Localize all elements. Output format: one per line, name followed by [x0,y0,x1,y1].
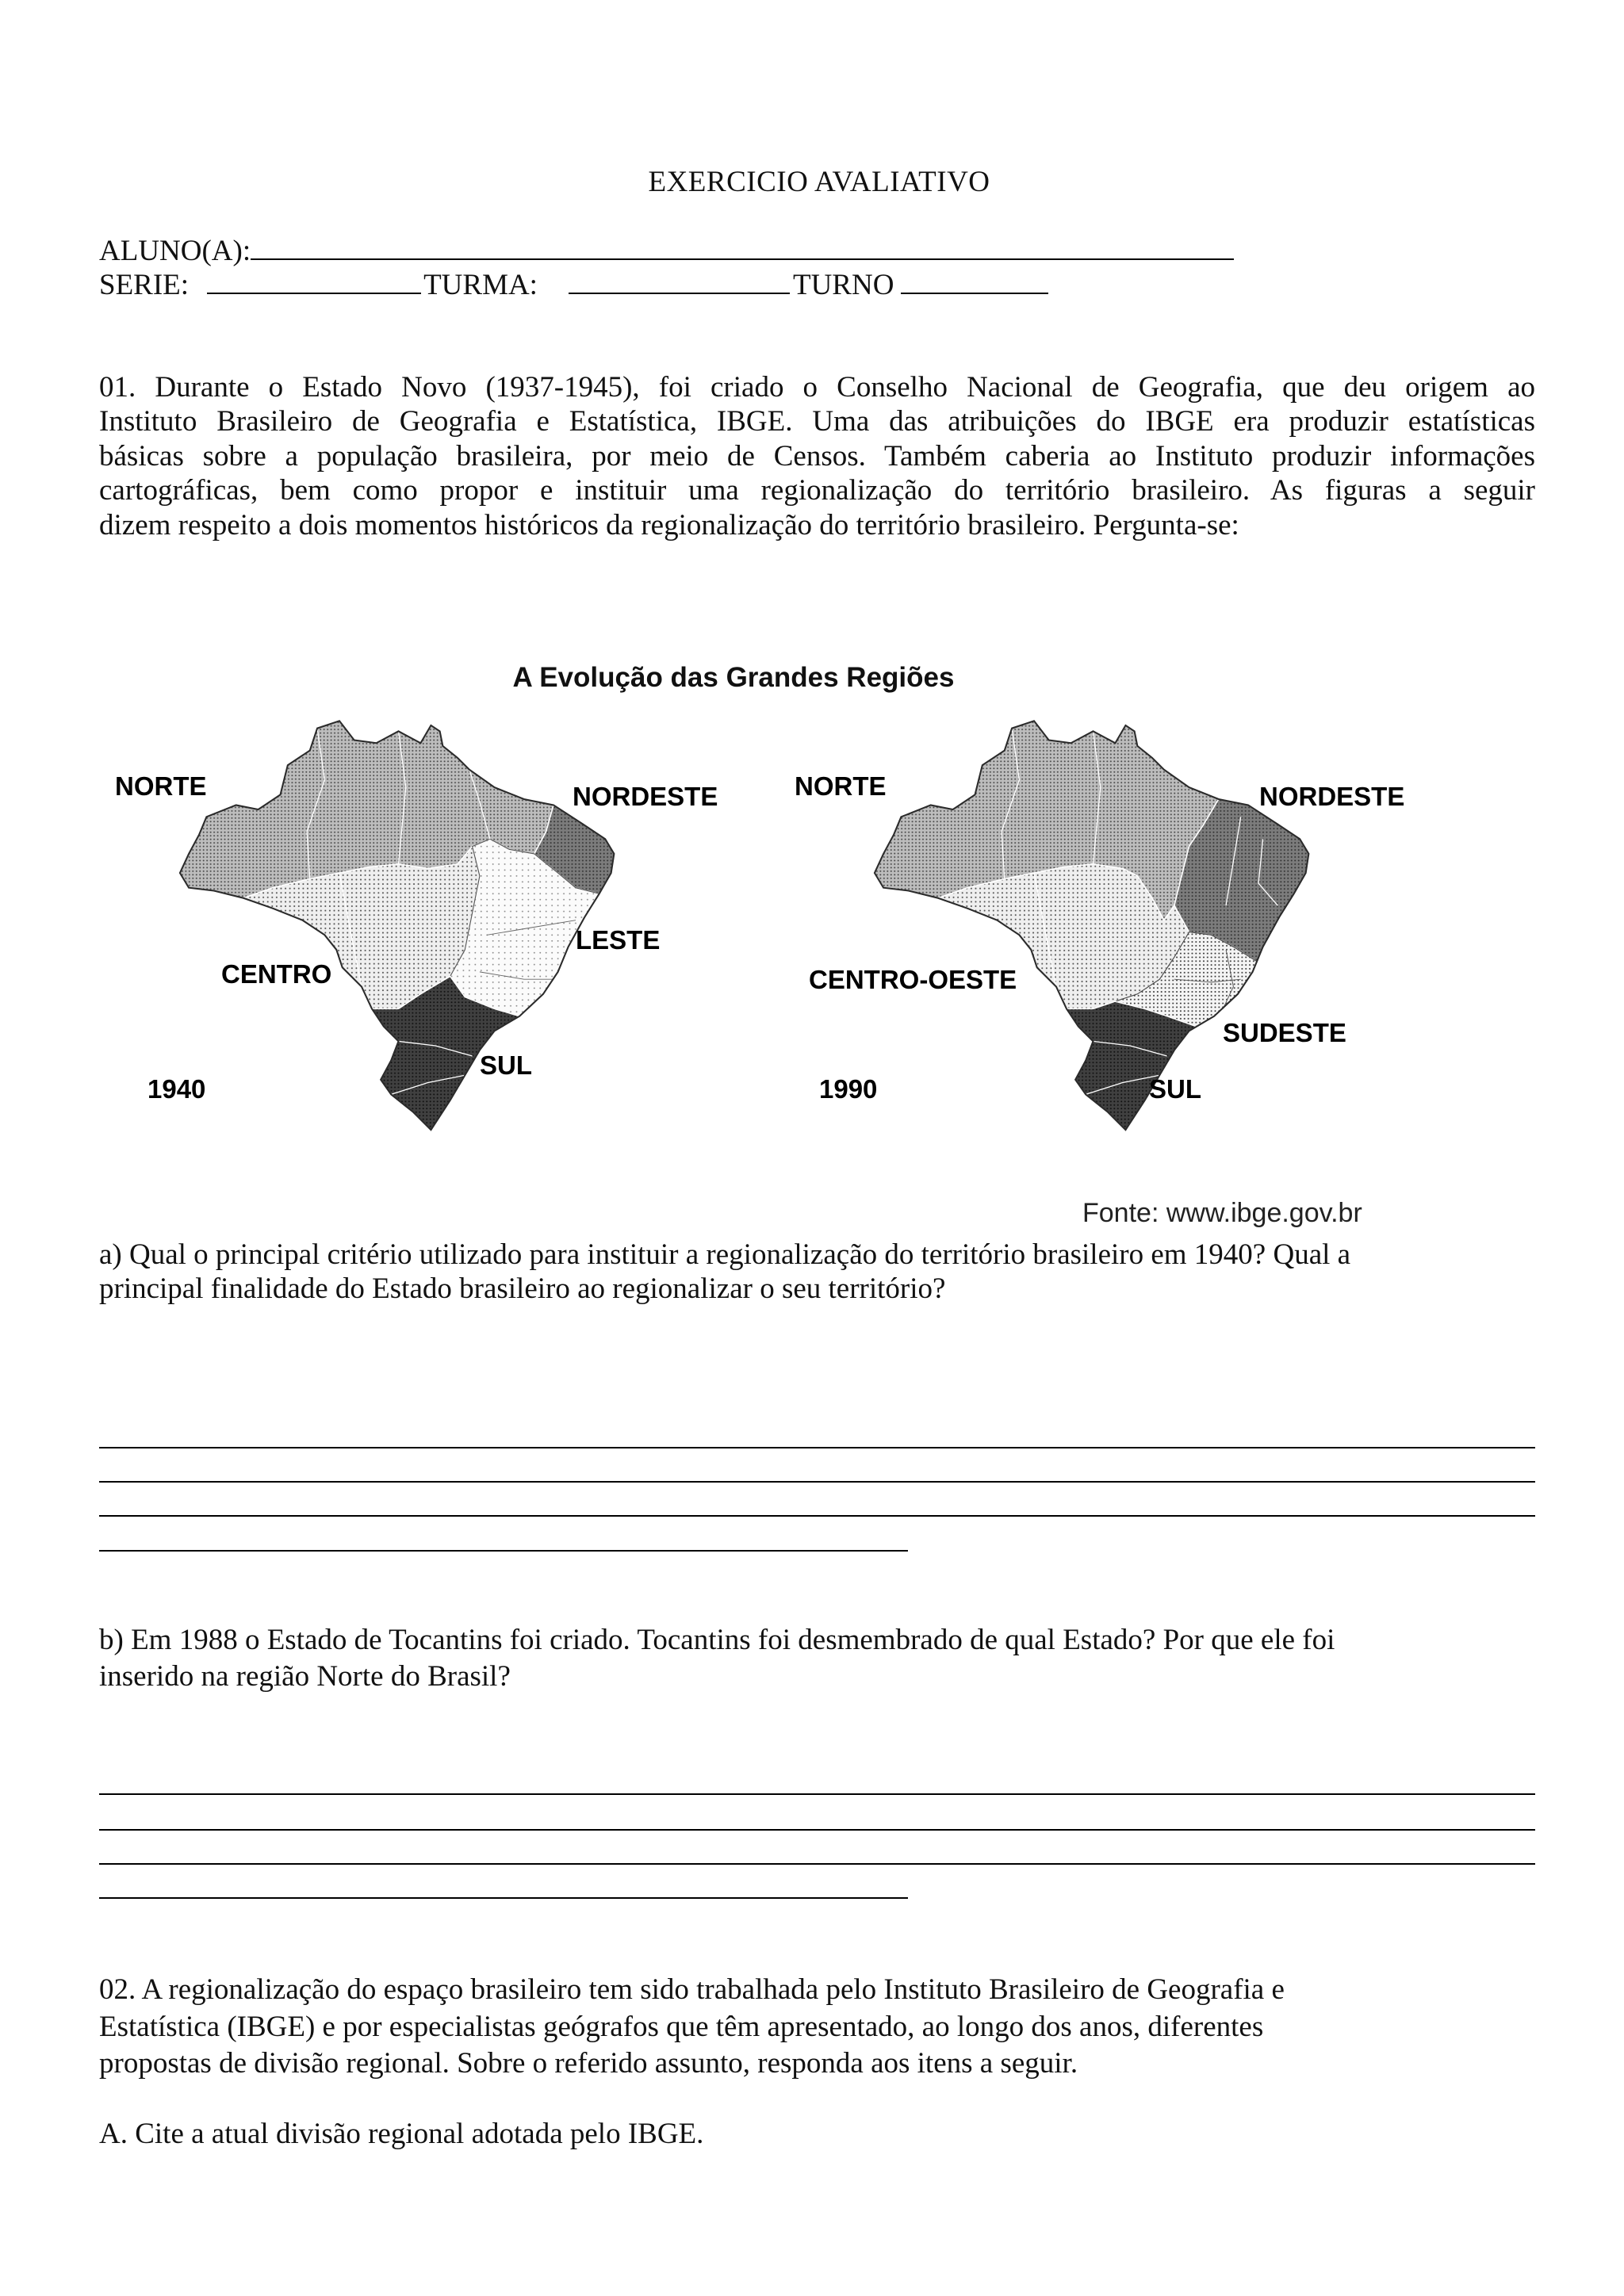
map-1940-label-norte: NORTE [115,771,207,801]
answer-line [99,1447,1535,1448]
figure-source: Fonte: www.ibge.gov.br [1082,1198,1362,1228]
question-b-line: inserido na região Norte do Brasil? [99,1660,511,1693]
question-a-line: principal finalidade do Estado brasileiro ao regionalizar o seu território? [99,1272,946,1305]
map-1940-label-leste: LESTE [576,925,661,955]
map-1990-year: 1990 [819,1074,878,1104]
map-1990 [871,714,1315,1142]
question-01-line: básicas sobre a população brasileira, por meio de Censos. Também caberia ao Instituto produzir informações [99,439,1535,473]
question-a-text [99,1238,1535,1306]
question-02-line: propostas de divisão regional. Sobre o referido assunto, responda aos itens a seguir. [99,2047,1078,2080]
map-1990-label-sudeste: SUDESTE [1223,1018,1346,1047]
turno-label: TURNO [792,269,894,301]
question-01-text [99,370,1535,542]
answer-line [99,1515,1535,1517]
question-b-line: b) Em 1988 o Estado de Tocantins foi criado. Tocantins foi desmembrado de qual Estado? Por que ele foi [99,1624,1335,1656]
question-01-line: dizem respeito a dois momentos históricos da regionalização do território brasileiro. Pergunta-se: [99,508,1239,541]
question-02-line: 02. A regionalização do espaço brasileiro tem sido trabalhada pelo Instituto Brasileiro de Geografia e [99,1973,1285,2006]
answer-line [99,1793,1535,1795]
map-1990-sul-region [1067,1001,1197,1130]
map-1990-label-norte: NORTE [795,771,887,801]
question-a-line: a) Qual o principal critério utilizado para instituir a regionalização do território brasileiro em 1940? Qual a [99,1238,1351,1271]
question-01-line: cartográficas, bem como propor e instituir uma regionalização do território brasileiro. As figuras a seguir [99,474,1535,507]
question-01-line: Instituto Brasileiro de Geografia e Estatística, IBGE. Uma das atribuições do IBGE era produzir estatísticas [99,405,1535,438]
map-1990-label-centro-oeste: CENTRO-OESTE [809,965,1017,994]
map-1990-label-sul: SUL [1149,1074,1201,1104]
turma-label: TURMA: [423,269,538,301]
student-label: ALUNO(A): [99,235,251,267]
map-1940-label-sul: SUL [480,1050,532,1080]
map-1940-label-centro: CENTRO [221,959,332,989]
page-title: EXERCICIO AVALIATIVO [648,166,990,198]
answer-line [99,1863,1535,1865]
serie-blank [207,269,421,294]
map-1940-year: 1940 [147,1074,206,1104]
answer-line [99,1829,1535,1831]
turno-blank [901,269,1048,294]
map-1990-label-nordeste: NORDESTE [1259,782,1405,811]
answer-line [99,1897,908,1899]
question-02-line: Estatística (IBGE) e por especialistas geógrafos que têm apresentado, ao longo dos anos, diferentes [99,2010,1264,2043]
question-b-text [99,1622,1535,1695]
turma-blank [569,269,790,294]
question-02-text [99,1972,1535,2083]
question-02-item-a: A. Cite a atual divisão regional adotada pelo IBGE. [99,2118,704,2150]
question-01-line: 01. Durante o Estado Novo (1937-1945), foi criado o Conselho Nacional de Geografia, que deu origem ao [99,371,1535,404]
figure-title: A Evolução das Grandes Regiões [512,662,955,693]
serie-label: SERIE: [99,269,190,301]
answer-line [99,1481,1535,1483]
class-info-row [99,268,1048,302]
student-name-blank [251,235,1234,260]
map-1940-label-nordeste: NORDESTE [573,782,718,811]
student-name-row [99,234,1234,268]
answer-line [99,1550,908,1552]
map-1940 [177,714,620,1142]
